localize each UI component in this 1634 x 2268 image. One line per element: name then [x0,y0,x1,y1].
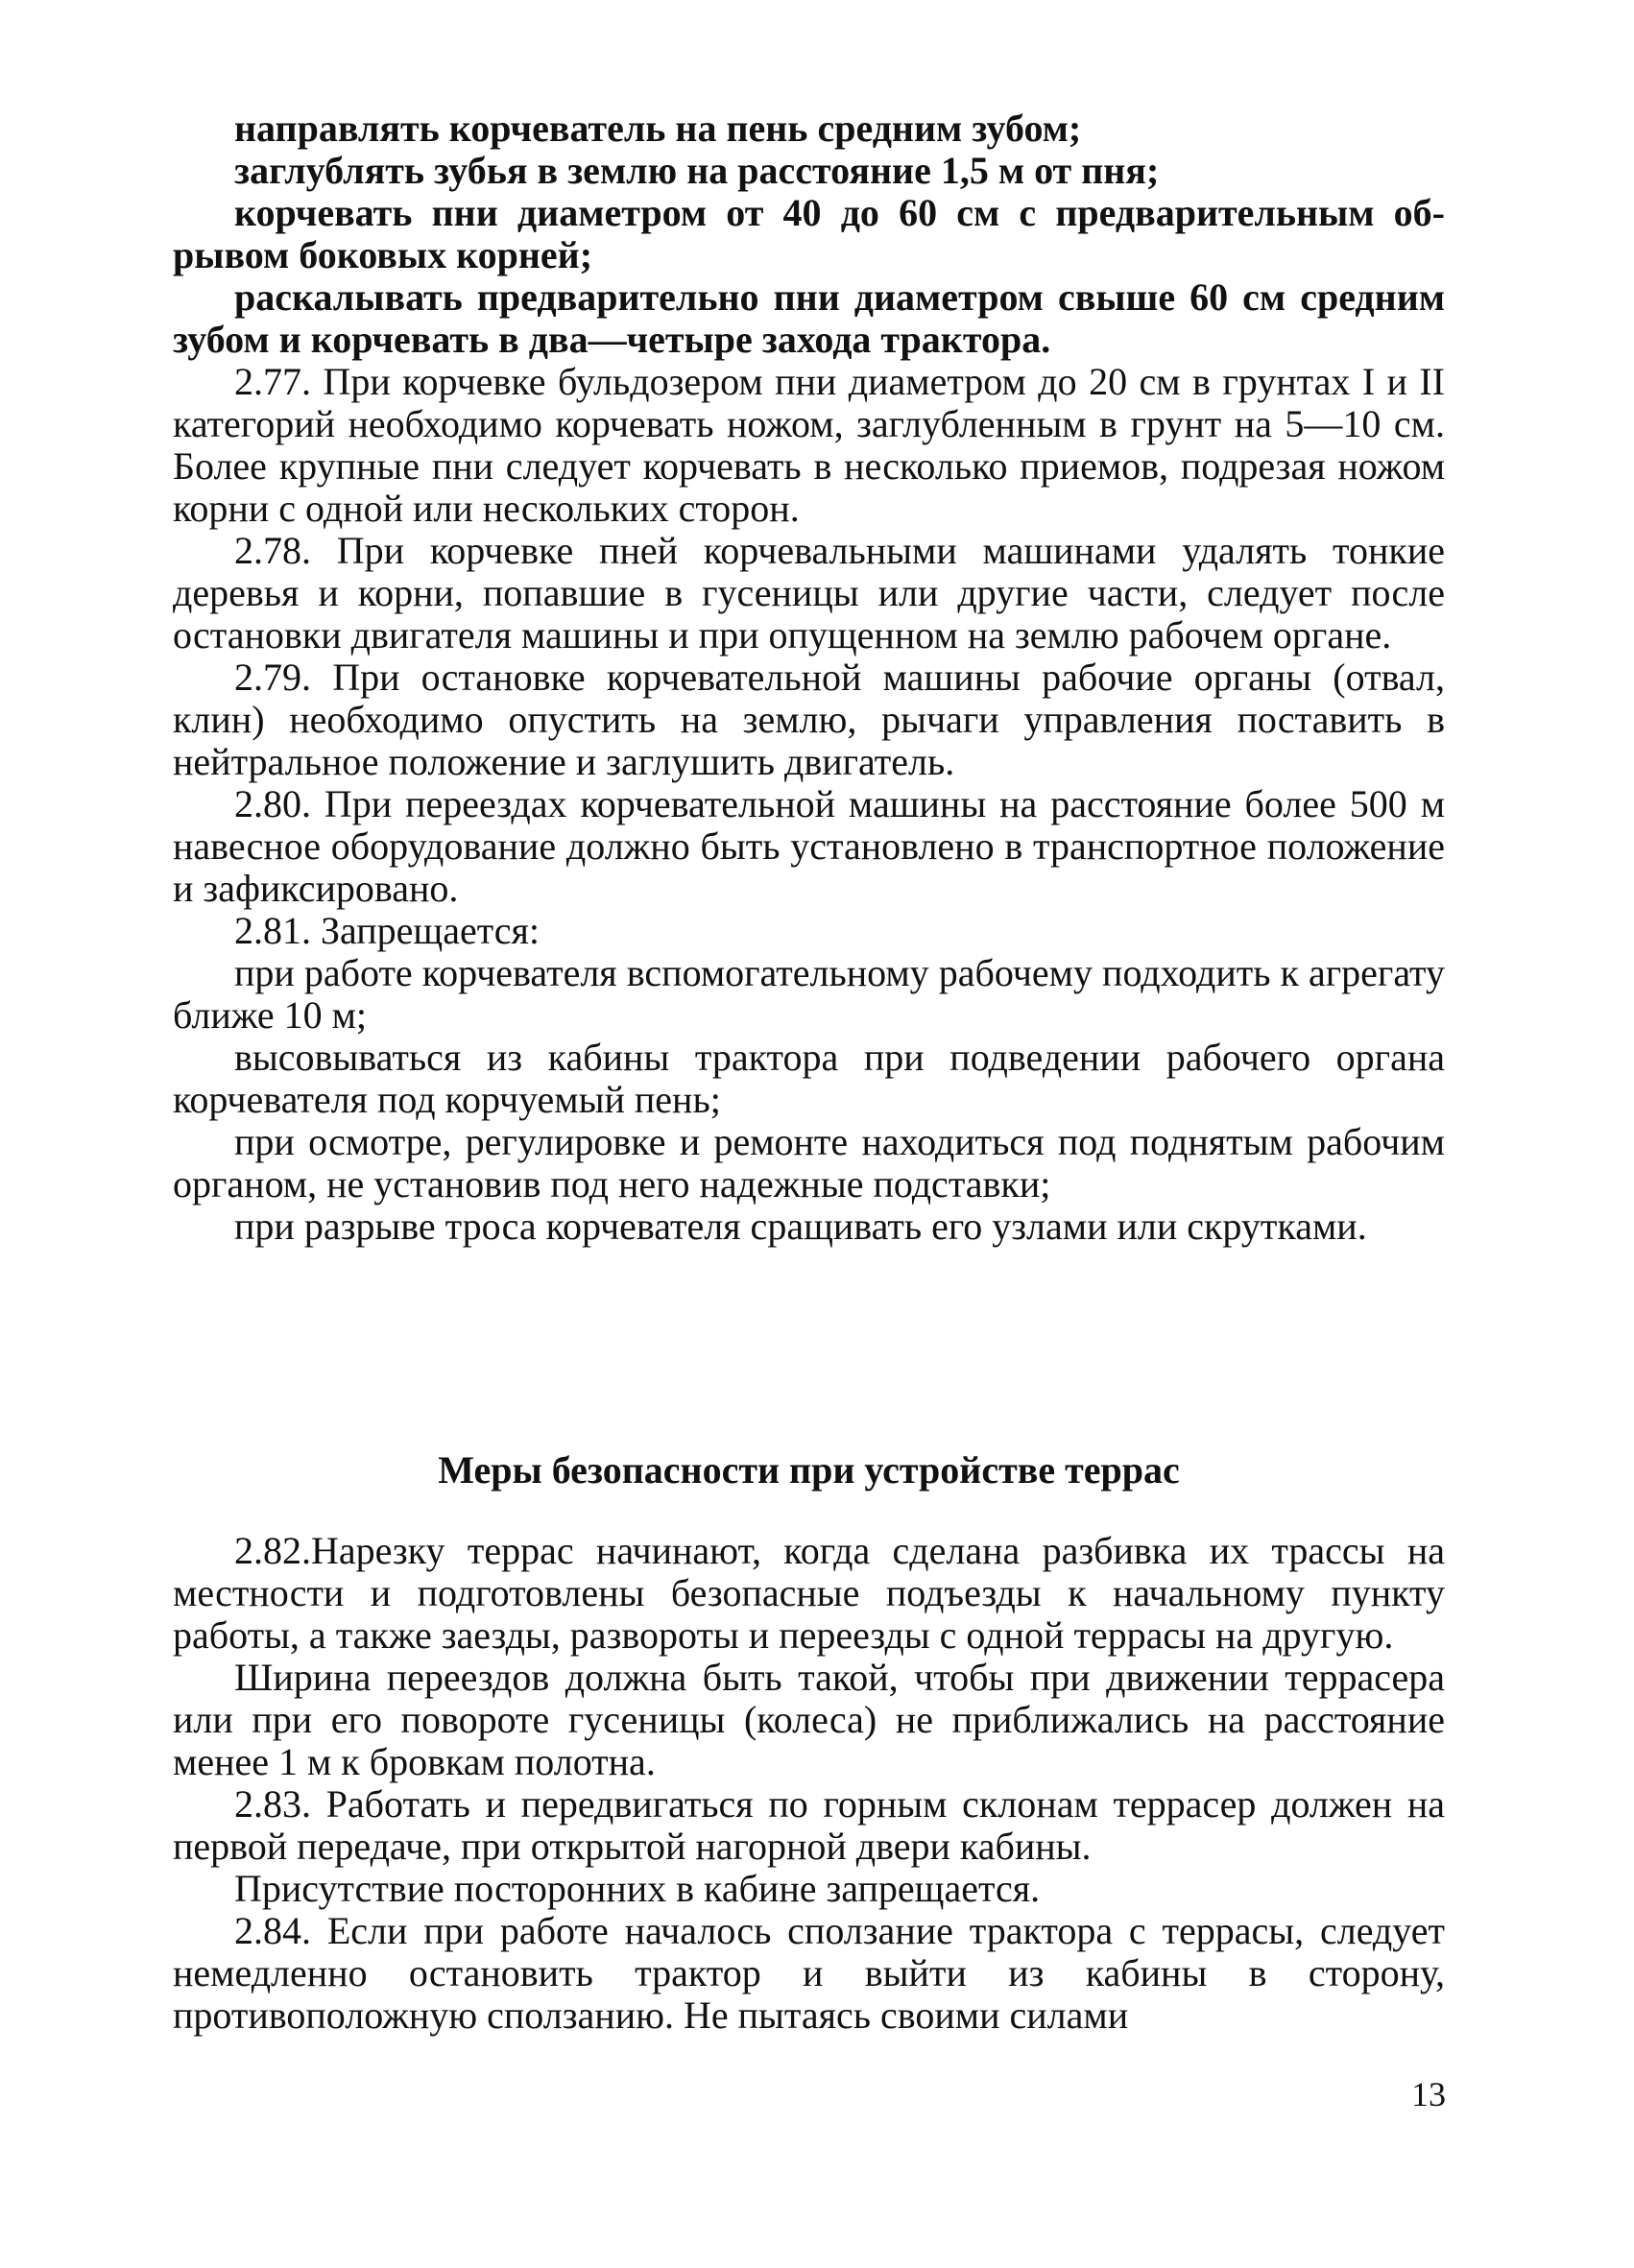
lower-body-text [173,1530,1445,2037]
paragraph: Ширина переездов должна быть такой, чтобы при движении террасера или при его повороте гусеницы (колеса) не приближались на расстояние менее 1 м к бровкам полотна. [173,1656,1445,1783]
paragraph: раскалывать предварительно пни диаметром свыше 60 см средним зубом и корчевать в два—четыре захода трактора. [173,275,1445,361]
prohibition-item: при работе корчевателя вспомогательному рабочему подходить к агрегату ближе 10 м; [173,951,1445,1037]
paragraph-2-78: 2.78. При корчевке пней корчевальными машинами удалять тонкие деревья и корни, попавшие в гусеницы или другие части, следует после остановки двигателя машины и при опущенном на землю рабочем органе. [173,529,1445,657]
paragraph-2-77: 2.77. При корчевке бульдозером пни диаметром до 20 см в грунтах I и II категорий необходимо корчевать ножом, заглубленным в грунт на 5—10 см. Более крупные пни следует корчевать в несколько приемов, подрезая ножом корни с одной или нескольких сторон. [173,360,1445,530]
prohibition-item: при разрыве троса корчевателя сращивать его узлами или скрутками. [234,1205,1367,1248]
paragraph-2-82: 2.82.Нарезку террас начинают, когда сделана разбивка их трассы на местности и подготовлены безопасные подъезды к начальному пункту работы, а также заезды, развороты и переезды с одной террасы на другую. [173,1529,1445,1657]
paragraph-2-81: 2.81. Запрещается: [234,909,540,952]
prohibition-item: высовываться из кабины трактора при подведении рабочего органа корчевателя под корчуемый пень; [173,1036,1445,1121]
paragraph: корчевать пни диаметром от 40 до 60 см с предварительным обрывом боковых корней; [173,191,1445,276]
paragraph-2-80: 2.80. При переездах корчевательной машины на расстояние более 500 м навесное оборудование должно быть установлено в транспортное положение и зафиксировано. [173,782,1445,910]
paragraph: Присутствие посторонних в кабине запрещается. [234,1867,1041,1910]
top-bold-list [173,107,1445,361]
paragraph-2-83: 2.83. Работать и передвигаться по горным склонам террасер должен на первой передаче, при открытой нагорной двери кабины. [173,1782,1445,1868]
paragraph-2-84: 2.84. Если при работе началось сползание трактора с террасы, следует немедленно остановить трактор и выйти из кабины в сторону, противоположную сползанию. Не пытаясь своими силами [173,1909,1445,2037]
upper-body-text [173,361,1445,1248]
paragraph: направлять корчеватель на пень средним зубом; [234,107,1082,150]
paragraph: заглублять зубья в землю на расстояние 1,5 м от пня; [234,149,1160,192]
prohibition-item: при осмотре, регулировке и ремонте находиться под поднятым рабочим органом, не установив под него надежные подставки; [173,1120,1445,1206]
section-heading: Меры безопасности при устройстве террас [438,1448,1180,1492]
page-number: 13 [1411,2075,1446,2113]
paragraph-2-79: 2.79. При остановке корчевательной машины рабочие органы (отвал, клин) необходимо опустить на землю, рычаги управления поставить в нейтральное положение и заглушить двигатель. [173,656,1445,783]
